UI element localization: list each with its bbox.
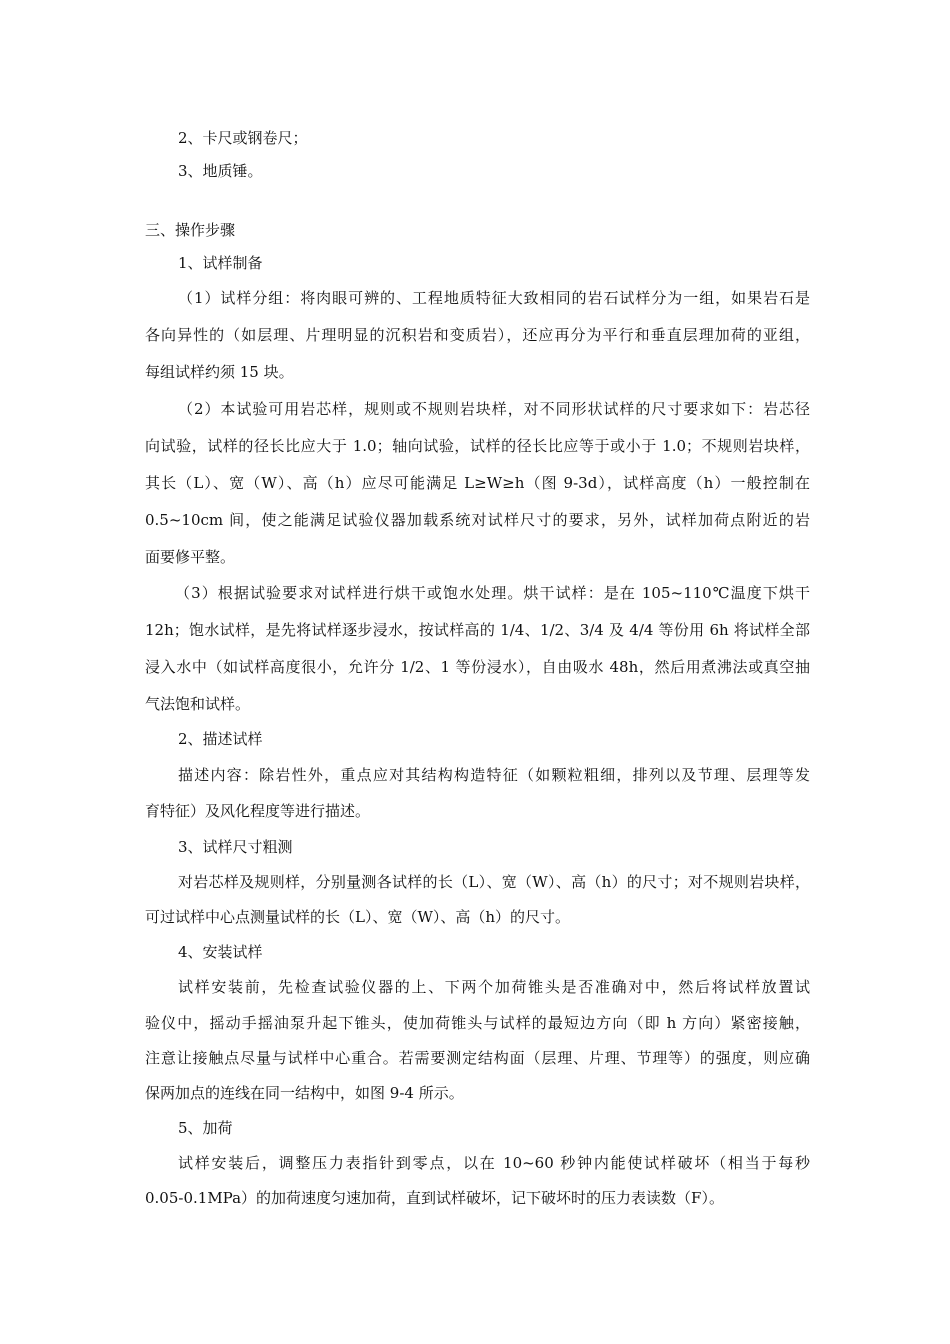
step3-line: 对岩芯样及规则样，分别量测各试样的长（L）、宽（W）、高（h）的尺寸；对不规则岩块样， <box>178 873 810 891</box>
step4-line: 注意让接触点尽量与试样中心重合。若需要测定结构面（层理、片理、节理等）的强度，则应确 <box>145 1049 810 1067</box>
step5-heading: 5、加荷 <box>178 1119 233 1137</box>
step4-line: 试样安装前，先检查试验仪器的上、下两个加荷锥头是否准确对中，然后将试样放置试 <box>178 978 810 996</box>
step1-p3-line: 12h；饱水试样，是先将试样逐步浸水，按试样高的 1/4、1/2、3/4 及 4/4 等份用 6h 将试样全部 <box>145 621 810 639</box>
step5-line: 0.05-0.1MPa）的加荷速度匀速加荷，直到试样破坏，记下破坏时的压力表读数（F）。 <box>145 1189 724 1207</box>
step1-heading: 1、试样制备 <box>178 254 263 272</box>
step3-line: 可过试样中心点测量试样的长（L）、宽（W）、高（h）的尺寸。 <box>145 908 571 926</box>
step2-heading: 2、描述试样 <box>178 730 263 748</box>
step3-heading: 3、试样尺寸粗测 <box>178 838 293 856</box>
step1-p1-line: 每组试样约须 15 块。 <box>145 363 294 381</box>
list-item-calipers: 2、卡尺或钢卷尺； <box>178 129 308 147</box>
step1-p3-line: 气法饱和试样。 <box>145 695 251 713</box>
list-item-hammer: 3、地质锤。 <box>178 162 263 180</box>
step1-p2-line: （2）本试验可用岩芯样，规则或不规则岩块样，对不同形状试样的尺寸要求如下：岩芯径 <box>178 400 810 418</box>
step2-line: 描述内容：除岩性外，重点应对其结构构造特征（如颗粒粗细，排列以及节理、层理等发 <box>178 766 810 784</box>
step4-line: 保两加点的连线在同一结构中，如图 9-4 所示。 <box>145 1084 464 1102</box>
step1-p3-line: （3）根据试验要求对试样进行烘干或饱水处理。烘干试样：是在 105~110℃温度下烘干 <box>175 584 810 602</box>
step1-p3-line: 浸入水中（如试样高度很小，允许分 1/2、1 等份浸水），自由吸水 48h，然后用煮沸法或真空抽 <box>145 658 810 676</box>
step1-p2-line: 向试验，试样的径长比应大于 1.0；轴向试验，试样的径长比应等于或小于 1.0；不规则岩块样， <box>145 437 810 455</box>
step1-p1-line: 各向异性的（如层理、片理明显的沉积岩和变质岩），还应再分为平行和垂直层理加荷的亚组， <box>145 326 810 344</box>
step4-heading: 4、安装试样 <box>178 943 263 961</box>
step5-line: 试样安装后，调整压力表指针到零点，以在 10~60 秒钟内能使试样破坏（相当于每秒 <box>178 1154 810 1172</box>
step1-p2-line: 其长（L）、宽（W）、高（h）应尽可能满足 L≥W≥h（图 9-3d），试样高度（h）一般控制在 <box>145 474 810 492</box>
step1-p1-line: （1）试样分组：将肉眼可辨的、工程地质特征大致相同的岩石试样分为一组，如果岩石是 <box>178 289 810 307</box>
section-heading: 三、操作步骤 <box>145 221 236 239</box>
step1-p2-line: 0.5~10cm 间，使之能满足试验仪器加载系统对试样尺寸的要求，另外，试样加荷点附近的岩 <box>145 511 810 529</box>
step4-line: 验仪中，摇动手摇油泵升起下锥头，使加荷锥头与试样的最短边方向（即 h 方向）紧密接触， <box>145 1014 810 1032</box>
step1-p2-line: 面要修平整。 <box>145 548 236 566</box>
step2-line: 育特征）及风化程度等进行描述。 <box>145 802 371 820</box>
